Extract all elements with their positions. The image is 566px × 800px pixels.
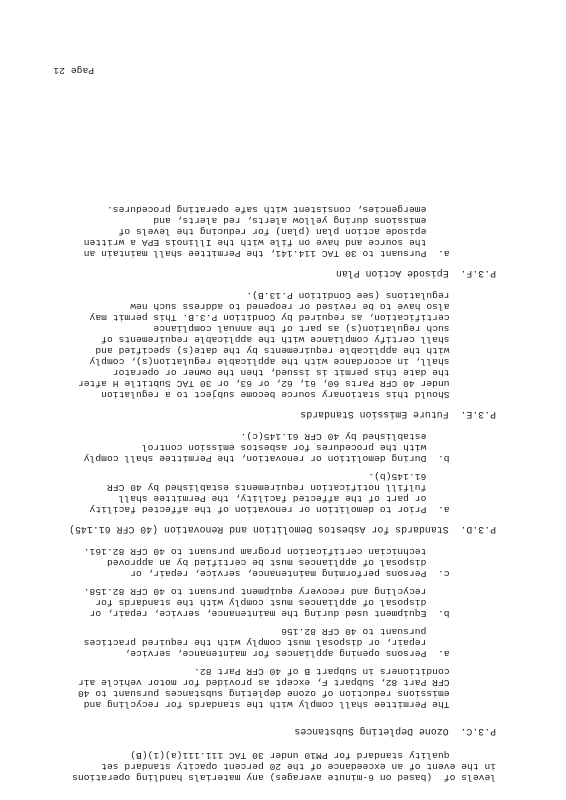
text-line: recycling and recovery equipment pursuant to 40 CFR 82.158. <box>83 586 496 597</box>
section-heading: P.3.E. Future Emission Standards <box>300 409 496 420</box>
text-line: a. Pursuant to 30 TAC 114.141, the Permittee shall maintain an <box>83 248 496 259</box>
text-line: b. Equipment used during the maintenance, service, repair, or <box>89 608 496 619</box>
text-line: or part of the affected facility, the Permittee shall <box>118 493 496 504</box>
text-line: also have to be revised or reopened to address such new <box>130 301 496 312</box>
section-heading: P.3.C. Ozone Depleting Substances <box>294 726 496 737</box>
text-line: regulations (see Condition P.13.B). <box>246 290 496 301</box>
text-line: b. During demolition or renovation, the Permittee shall comply <box>83 453 496 464</box>
text-line: technician certification program pursuant to 40 CFR 82.161. <box>83 546 496 557</box>
page-number: Page 21 <box>53 65 94 76</box>
text-line: episode action plan (plan) for reducing the levels of <box>118 226 496 237</box>
text-line: with the procedures for asbestos emission control <box>141 442 496 453</box>
text-line: disposal of appliances must comply with the standards for <box>95 597 496 608</box>
text-line: quality standard for PM10 under 30 TAC 111.111(a)(1)(B) <box>130 750 496 761</box>
text-line: pursuant to 40 CFR 82.156 <box>281 626 496 637</box>
text-line: 61.145(b). <box>368 471 496 482</box>
text-line: a. Prior to demolition or renovation of the affected facility <box>89 504 496 515</box>
text-line: certification, as required by Condition P.3.B. This permit may <box>89 312 496 323</box>
text-line: The Permittee shall comply with the standards for recycling and <box>83 699 496 710</box>
text-line: in the event of an exceedance of the 20 percent opacity standard set <box>101 761 496 772</box>
text-line: the date this permit is issued, then the owner or operator <box>112 367 496 378</box>
text-line: shall certify compliance with the applicable requirements of <box>101 334 496 345</box>
text-line: conditioners in Subpart B of 40 CFR Part 82. <box>194 666 496 677</box>
text-line: with the applicable requirements by the date(s) specified and <box>95 345 496 356</box>
text-line: Should this stationary source become subject to a regulation <box>101 389 496 400</box>
text-line: such regulation(s) as part of the annual compliance <box>153 323 496 334</box>
text-line: emissions reduction of ozone depleting substances pursuant to 40 <box>77 688 496 699</box>
section-heading: P.3.D. Standards for Asbestos Demolition and Renovation (40 CFR 61.145) <box>69 524 496 535</box>
text-line: emissions during yellow alerts, red alerts, and <box>153 215 496 226</box>
text-line: emergencies, consistent with safe operating procedures. <box>106 204 496 215</box>
section-heading: P.3.F. Episode Action Plan <box>335 268 496 279</box>
text-line: fulfill notification requirements established by 40 CFR <box>106 482 496 493</box>
text-line: shall, in accordance with the applicable regulation(s), comply <box>89 356 496 367</box>
text-line: repair, or disposal must comply with the required practices <box>83 637 496 648</box>
text-line: levels of (based on 6-minute averages) any materials handling operations <box>72 772 496 783</box>
text-line: established by 40 CFR 61.145(c). <box>240 431 496 442</box>
text-line: the source and have on file with the Illinois EPA a written <box>83 237 496 248</box>
text-line: disposal of appliances must be certified by an approved <box>106 557 496 568</box>
text-line: a. Persons opening appliances for maintenance, service, <box>124 648 496 659</box>
text-line: CFR Part 82, Subpart F, except as provided for motor vehicle air <box>77 677 496 688</box>
text-line: under 40 CFR Parts 60, 61, 62, or 63, or 30 TAC Subtitle H after <box>77 378 496 389</box>
text-line: c. Persons performing maintenance, service, repair, or <box>130 568 496 579</box>
